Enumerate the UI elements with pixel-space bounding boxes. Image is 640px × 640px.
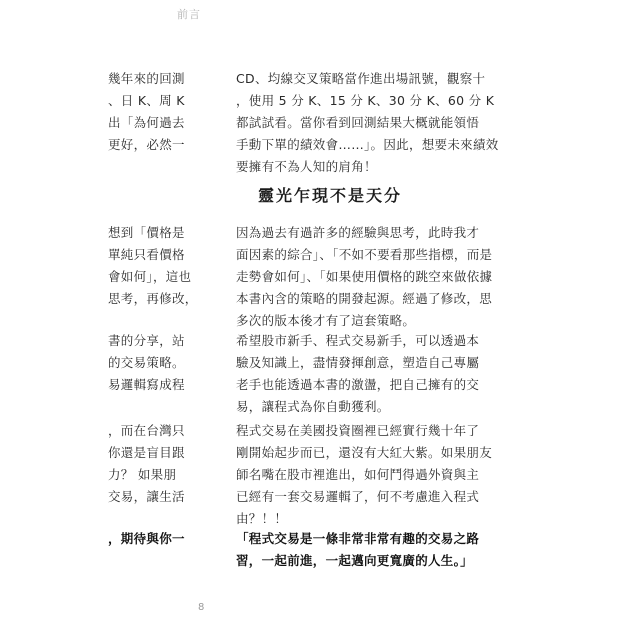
text-line: 都試試看。當你看到回測結果大概就能領悟 bbox=[236, 115, 480, 130]
text-line: 本書內含的策略的開發起源。經過了修改，思 bbox=[236, 291, 493, 306]
text-line: ，而在台灣只 bbox=[108, 423, 185, 438]
text-line: 驗及知識上，盡情發揮創意，塑造自己專屬 bbox=[236, 355, 480, 370]
section-title: 靈光乍現不是天分 bbox=[258, 186, 403, 205]
text-line: 習，一起前進，一起邁向更寬廣的人生。」 bbox=[236, 553, 473, 568]
block-3-right bbox=[236, 330, 536, 418]
text-line: 師名嘴在股市裡進出，如何鬥得過外資與主 bbox=[236, 467, 480, 482]
text-line: 「程式交易是一條非常非常有趣的交易之路 bbox=[236, 531, 480, 546]
text-line: 出「為何過去 bbox=[108, 115, 185, 130]
text-line: 書的分享，站 bbox=[108, 333, 185, 348]
text-line: 、日 K、周 K bbox=[108, 93, 185, 108]
block-4-right bbox=[236, 420, 536, 530]
text-line: 的交易策略。 bbox=[108, 355, 185, 370]
text-line: ，使用 5 分 K、15 分 K、30 分 K、60 分 K bbox=[236, 93, 495, 108]
text-line: 程式交易在美國投資圈裡已經實行幾十年了 bbox=[236, 423, 480, 438]
block-5-left bbox=[108, 528, 198, 550]
text-line: 會如何」，這也 bbox=[108, 269, 192, 284]
text-line: 你還是盲目跟 bbox=[108, 445, 185, 460]
running-head: 前言 bbox=[177, 8, 201, 21]
text-line: 剛開始起步而已，還沒有大紅大紫。如果朋友 bbox=[236, 445, 493, 460]
block-2-left bbox=[108, 222, 198, 310]
text-line: 由？！！ bbox=[236, 511, 288, 526]
text-line: 希望股市新手、程式交易新手，可以透過本 bbox=[236, 333, 480, 348]
block-2-right bbox=[236, 222, 536, 332]
block-1-right bbox=[236, 68, 536, 178]
text-line: 要擁有不為人知的肩角！ bbox=[236, 159, 377, 174]
text-line: 面因素的綜合」、「不如不要看那些指標，而是 bbox=[236, 247, 493, 262]
block-4-left bbox=[108, 420, 198, 508]
page-number: 8 bbox=[198, 602, 205, 613]
text-line: 力？ 如果朋 bbox=[108, 467, 177, 482]
block-3-left bbox=[108, 330, 198, 396]
text-line: 想到「價格是 bbox=[108, 225, 185, 240]
text-line: 多次的版本後才有了這套策略。 bbox=[236, 313, 416, 328]
text-line: 更好，必然一 bbox=[108, 137, 185, 152]
text-line: 單純只看價格 bbox=[108, 247, 185, 262]
text-line: 易邏輯寫成程 bbox=[108, 377, 185, 392]
text-line: 交易，讓生活 bbox=[108, 489, 185, 504]
text-line: 因為過去有過許多的經驗與思考，此時我才 bbox=[236, 225, 480, 240]
text-line: 手動下單的績效會……」。因此，想要未來績效 bbox=[236, 137, 499, 152]
text-line: ，期待與你一 bbox=[108, 531, 185, 546]
text-line: 走勢會如何」、「如果使用價格的跳空來做依據 bbox=[236, 269, 493, 284]
text-line: 已經有一套交易邏輯了，何不考慮進入程式 bbox=[236, 489, 480, 504]
text-line: 思考，再修改， bbox=[108, 291, 198, 306]
text-line: 易，讓程式為你自動獲利。 bbox=[236, 399, 390, 414]
text-line: 老手也能透過本書的激盪，把自己擁有的交 bbox=[236, 377, 480, 392]
block-5-right bbox=[236, 528, 536, 572]
text-line: 幾年來的回測 bbox=[108, 71, 185, 86]
block-1-left bbox=[108, 68, 198, 156]
text-line: CD、均線交叉策略當作進出場訊號，觀察十 bbox=[236, 71, 486, 86]
